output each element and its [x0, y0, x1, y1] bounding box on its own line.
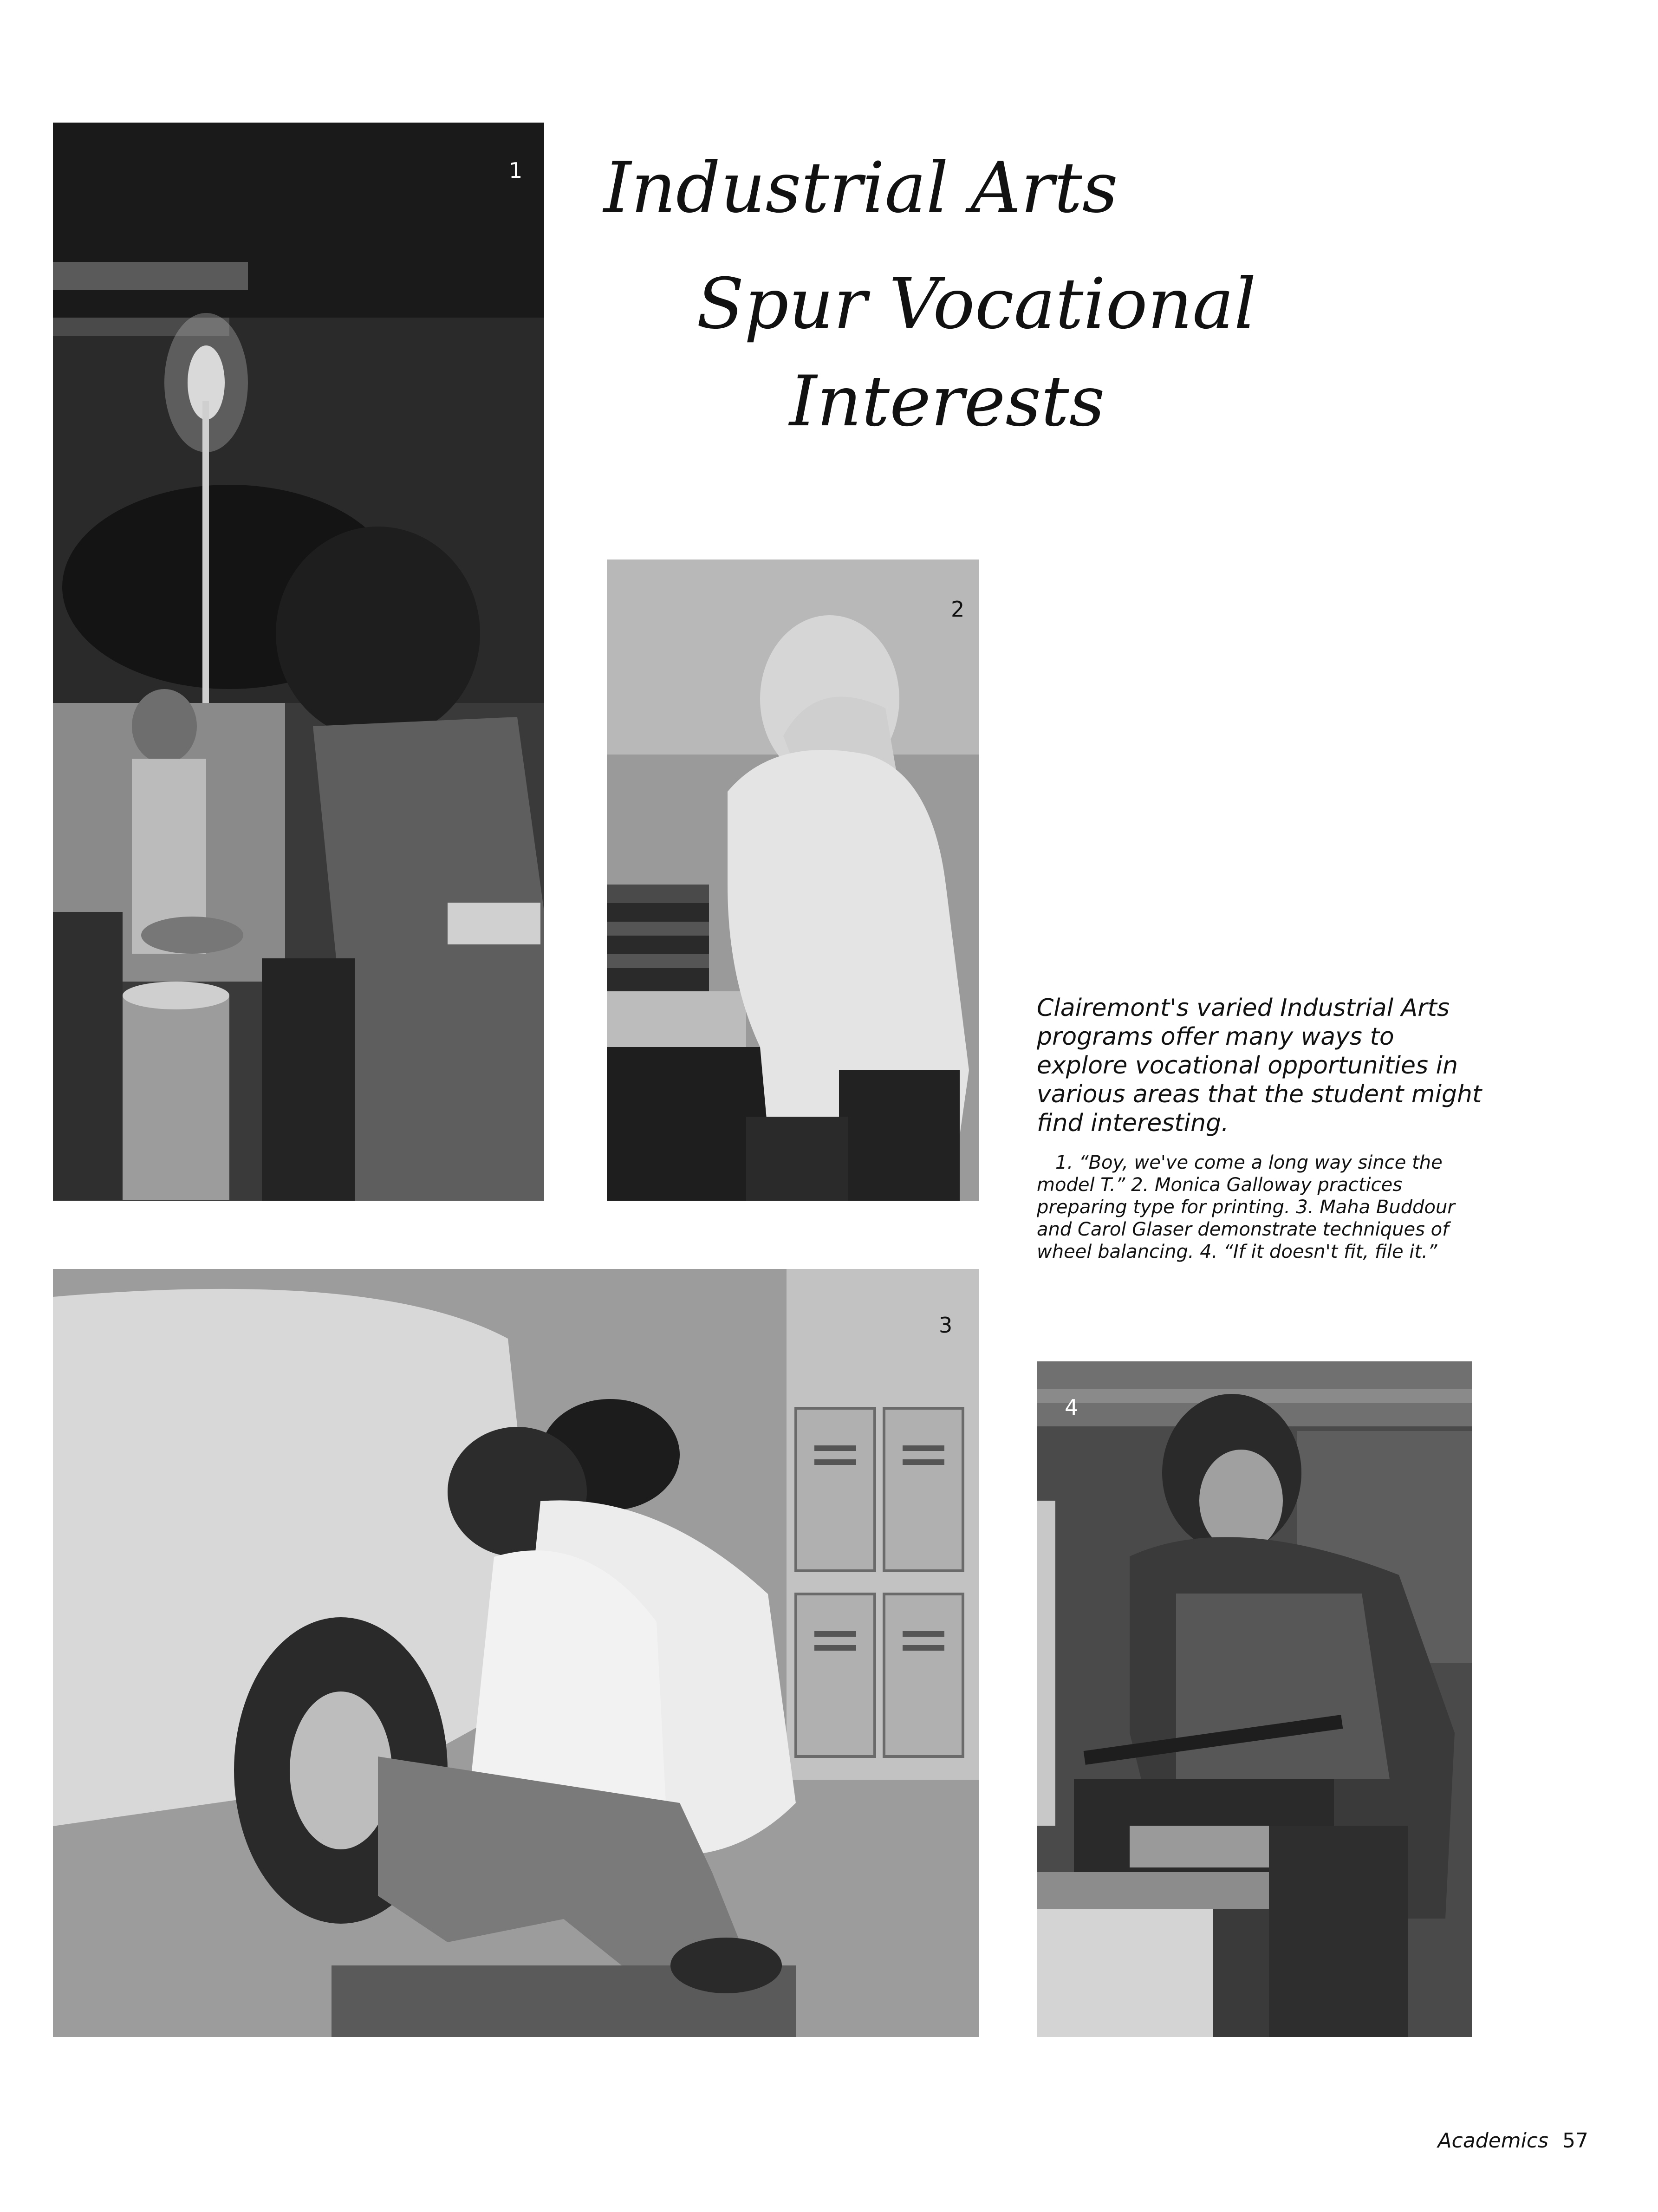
- page-title-line-2: Spur Vocational: [696, 264, 1256, 345]
- page-title-line-1: Industrial Arts: [604, 148, 1118, 228]
- photo-3-image: [53, 1269, 979, 2037]
- photo-3: [53, 1269, 979, 2037]
- page-number: 57: [1562, 2129, 1588, 2153]
- photo-4: [1037, 1361, 1472, 2037]
- folio-section: Academics: [1437, 2129, 1548, 2153]
- page-folio: [1438, 2129, 1588, 2153]
- intro-paragraph: Clairemont's varied Industrial Arts programs offer many ways to explore vocational opportunities in various areas that the student might find interesting.: [1037, 994, 1482, 1137]
- photo-2-image: [607, 560, 979, 1201]
- photo-1-image: [53, 123, 544, 1201]
- photo-1-number: 1: [509, 158, 523, 183]
- photo-captions: 1. “Boy, we've come a long way since the model T.” 2. Monica Galloway practices preparing type for printing. 3. Maha Buddour and Carol Glaser demonstrate techniques of wheel balancing. 4. “If it doesn't fit, file it.”: [1037, 1152, 1455, 1262]
- photo-1: [53, 123, 544, 1201]
- photo-2: [607, 560, 979, 1201]
- photo-4-image: [1037, 1361, 1472, 2037]
- photo-2-number: 2: [951, 597, 965, 622]
- photo-4-number: 4: [1065, 1395, 1079, 1420]
- page-title-line-3: Interests: [789, 361, 1105, 442]
- photo-3-number: 3: [939, 1313, 953, 1338]
